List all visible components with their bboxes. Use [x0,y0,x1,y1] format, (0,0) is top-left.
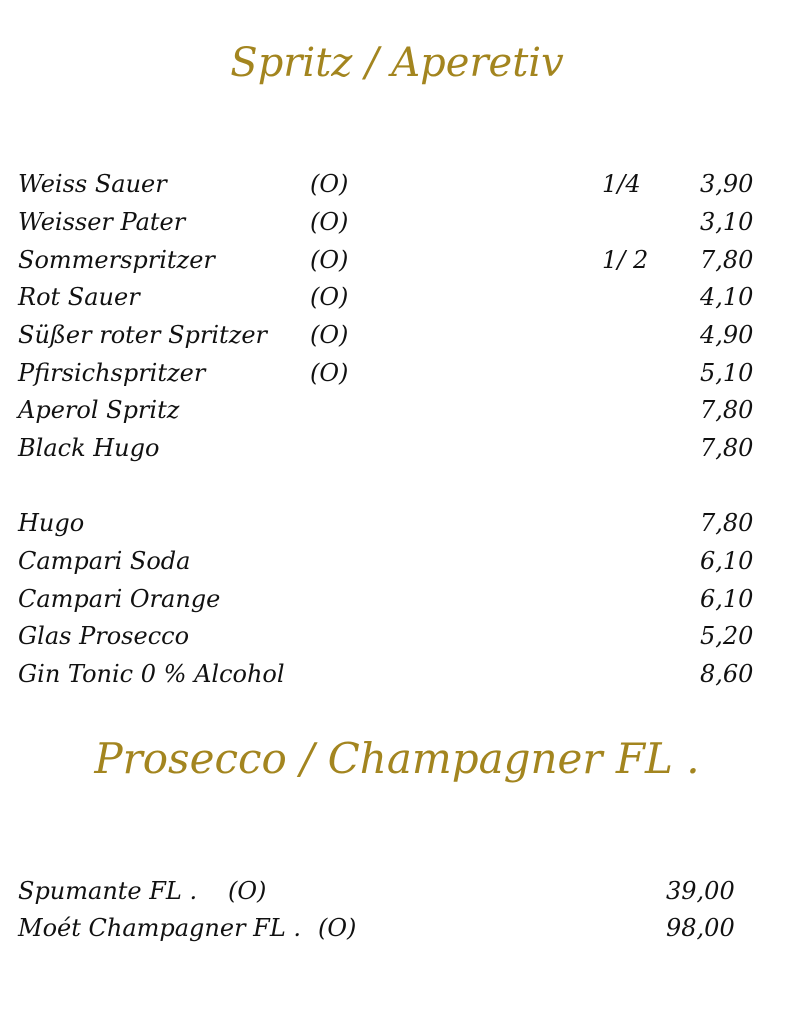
item-name: Campari Orange [18,585,221,613]
item-name: Rot Sauer [18,283,140,311]
menu-item [0,166,794,202]
item-price: 8,60 [700,660,754,688]
menu-item [0,618,794,654]
section-title-spritz: Spritz / Aperetiv [230,40,564,86]
item-name: Aperol Spritz [18,396,180,424]
item-flag: (O) [310,170,349,198]
menu-item [0,543,794,579]
menu-item [0,910,794,946]
item-price: 7,80 [700,434,754,462]
item-name: Spumante FL . [18,877,198,905]
item-price: 6,10 [700,547,754,575]
item-price: 7,80 [700,396,754,424]
item-flag: (O) [310,208,349,236]
item-name: Weiss Sauer [18,170,167,198]
menu-item [0,430,794,466]
item-price: 5,20 [700,622,754,650]
menu-item [0,873,794,909]
section-title-prosecco: Prosecco / Champagner FL . [94,734,700,783]
menu-item [0,505,794,541]
item-flag: (O) [310,321,349,349]
item-price: 6,10 [700,585,754,613]
item-flag: (O) [310,246,349,274]
item-price: 4,10 [700,283,754,311]
item-name: Hugo [18,509,85,537]
item-name: Sommerspritzer [18,246,215,274]
item-name: Weisser Pater [18,208,186,236]
item-price: 39,00 [666,877,735,905]
item-name: Gin Tonic 0 % Alcohol [18,660,285,688]
item-name: Campari Soda [18,547,191,575]
item-flag: (O) [318,914,357,942]
item-price: 3,10 [700,208,754,236]
item-price: 4,90 [700,321,754,349]
menu-item [0,392,794,428]
menu-item [0,581,794,617]
item-price: 7,80 [700,246,754,274]
menu-item [0,204,794,240]
item-name: Glas Prosecco [18,622,190,650]
menu-item [0,242,794,278]
item-name: Moét Champagner FL . [18,914,302,942]
item-size: 1/ 2 [602,246,649,274]
item-price: 3,90 [700,170,754,198]
item-flag: (O) [228,877,267,905]
item-flag: (O) [310,283,349,311]
menu-item [0,279,794,315]
item-size: 1/4 [602,170,641,198]
item-flag: (O) [310,359,349,387]
item-name: Pfirsichspritzer [18,359,206,387]
menu-item [0,355,794,391]
menu-item [0,656,794,692]
item-name: Black Hugo [18,434,160,462]
menu-item [0,317,794,353]
item-price: 98,00 [666,914,735,942]
item-price: 5,10 [700,359,754,387]
item-name: Süßer roter Spritzer [18,321,268,349]
item-price: 7,80 [700,509,754,537]
